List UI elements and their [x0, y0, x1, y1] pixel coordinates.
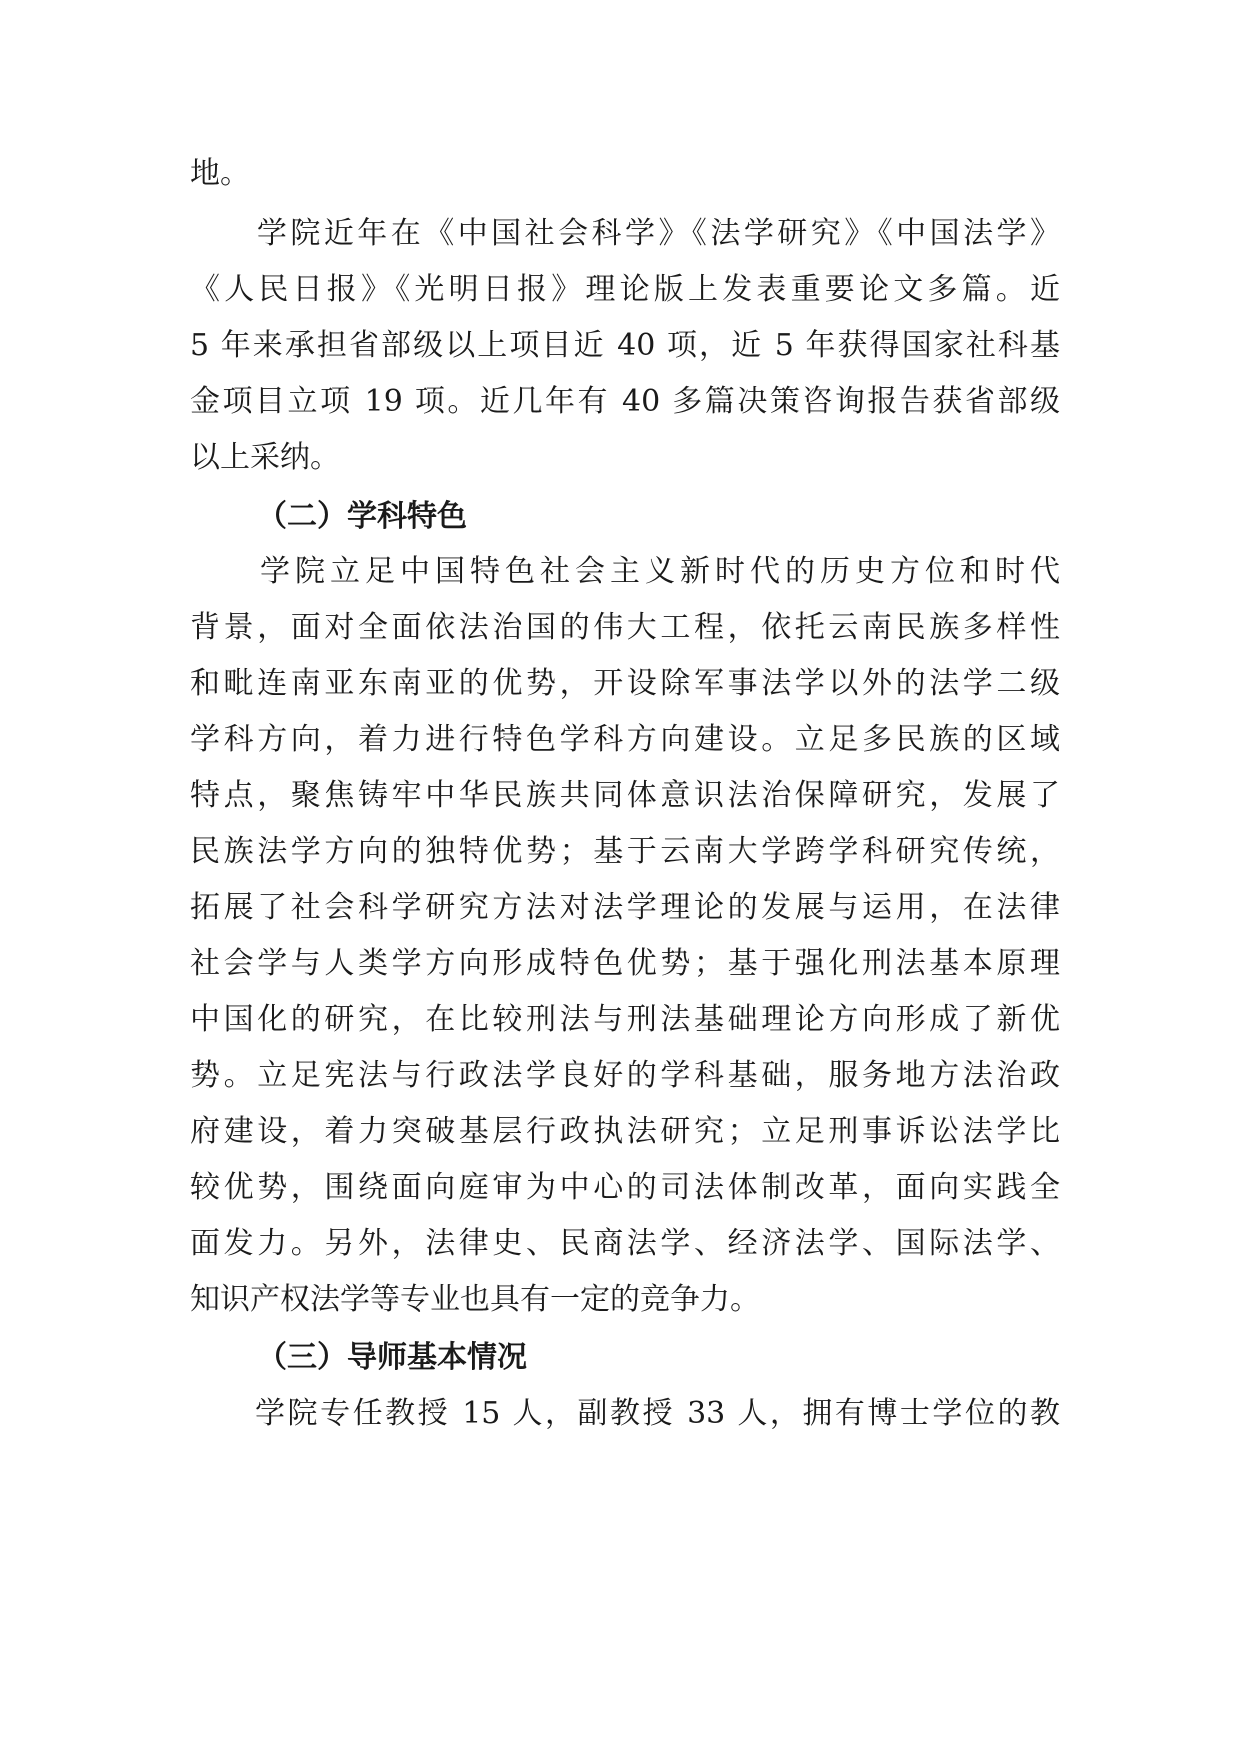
paragraph-line: 面发力。另外，法律史、民商法学、经济法学、国际法学、	[190, 1226, 1060, 1261]
paragraph-line: 中国化的研究，在比较刑法与刑法基础理论方向形成了新优	[190, 1002, 1060, 1037]
paragraph-line: 背景，面对全面依法治国的伟大工程，依托云南民族多样性	[190, 610, 1060, 645]
paragraph-line: 特点，聚焦铸牢中华民族共同体意识法治保障研究，发展了	[190, 778, 1060, 813]
paragraph-line: 民族法学方向的独特优势；基于云南大学跨学科研究传统，	[190, 834, 1060, 869]
paragraph-line: 拓展了社会科学研究方法对法学理论的发展与运用，在法律	[190, 890, 1060, 925]
paragraph-line: 《人民日报》《光明日报》理论版上发表重要论文多篇。近	[190, 272, 1060, 307]
paragraph-line: 较优势，围绕面向庭审为中心的司法体制改革，面向实践全	[190, 1170, 1060, 1205]
paragraph-line: 地。	[190, 156, 250, 191]
paragraph-line: 学院立足中国特色社会主义新时代的历史方位和时代	[190, 554, 1060, 589]
paragraph-line: 府建设，着力突破基层行政执法研究；立足刑事诉讼法学比	[190, 1114, 1060, 1149]
paragraph-line: 金项目立项 19 项。近几年有 40 多篇决策咨询报告获省部级	[190, 384, 1060, 419]
section-heading: （二）学科特色	[257, 499, 467, 534]
paragraph-line: 知识产权法学等专业也具有一定的竞争力。	[190, 1282, 760, 1317]
paragraph-line: 学科方向，着力进行特色学科方向建设。立足多民族的区域	[190, 722, 1060, 757]
paragraph-line: 和毗连南亚东南亚的优势，开设除军事法学以外的法学二级	[190, 666, 1060, 701]
paragraph-line: 5 年来承担省部级以上项目近 40 项，近 5 年获得国家社科基	[190, 328, 1060, 363]
paragraph-line: 以上采纳。	[190, 440, 340, 475]
section-heading: （三）导师基本情况	[257, 1340, 527, 1375]
paragraph-line: 势。立足宪法与行政法学良好的学科基础，服务地方法治政	[190, 1058, 1060, 1093]
paragraph-line: 社会学与人类学方向形成特色优势；基于强化刑法基本原理	[190, 946, 1060, 981]
paragraph-line: 学院专任教授 15 人，副教授 33 人，拥有博士学位的教	[190, 1396, 1060, 1431]
paragraph-line: 学院近年在《中国社会科学》《法学研究》《中国法学》	[190, 216, 1060, 251]
